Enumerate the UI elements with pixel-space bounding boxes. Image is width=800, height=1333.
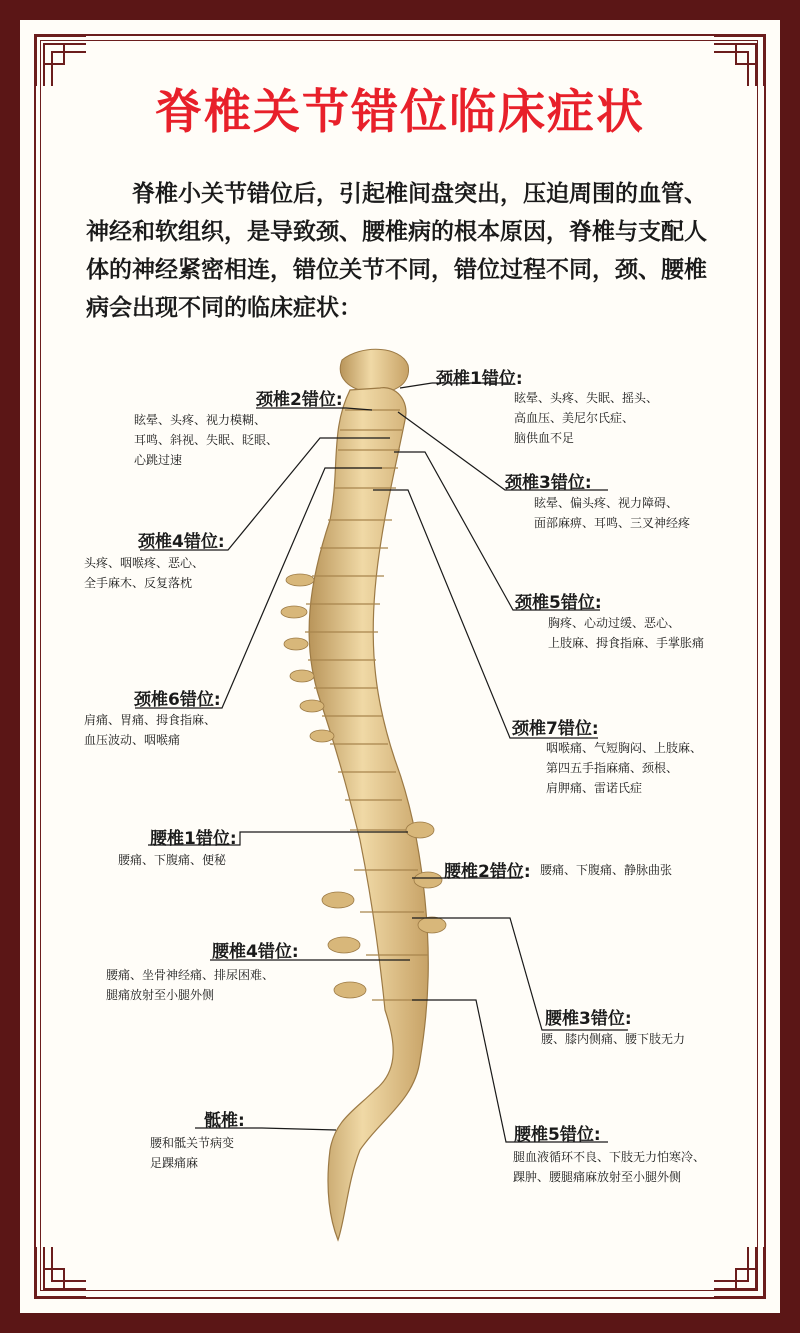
l5-line-2: 踝肿、腰腿痛麻放射至小腿外侧: [513, 1170, 682, 1184]
c2-line-2: 耳鸣、斜视、失眠、眨眼、: [134, 433, 279, 447]
label-l5-desc: [513, 1147, 705, 1187]
l5-line-1: 腿血液循环不良、下肢无力怕寒冷、: [513, 1150, 706, 1164]
label-sacrum-desc: [150, 1133, 234, 1173]
label-c1-desc: [514, 388, 658, 448]
label-l1-title: 腰椎1错位:: [150, 829, 237, 849]
c7-line-3: 肩胛痛、雷诺氏症: [546, 781, 643, 795]
label-c7-desc: [546, 738, 702, 798]
c1-line-3: 脑供血不足: [514, 431, 575, 445]
label-c6-desc: [84, 710, 216, 750]
label-c1-title: 颈椎1错位:: [436, 369, 523, 389]
l4-line-1: 腰痛、坐骨神经痛、排尿困难、: [106, 968, 275, 982]
label-c2-desc: [134, 410, 278, 470]
label-l5-title: 腰椎5错位:: [514, 1125, 601, 1145]
label-sacrum-title: 骶椎:: [204, 1111, 245, 1131]
c3-line-1: 眩晕、偏头疼、视力障碍、: [534, 496, 679, 510]
c2-line-3: 心跳过速: [134, 453, 183, 467]
label-c4-desc: [84, 553, 204, 593]
label-l1-desc: [118, 850, 226, 870]
page-title: 脊椎关节错位临床症状: [155, 85, 645, 140]
label-c2-title: 颈椎2错位:: [256, 390, 343, 410]
label-c5-desc: [548, 613, 704, 653]
label-c4-title: 颈椎4错位:: [138, 532, 225, 552]
c7-line-1: 咽喉痛、气短胸闷、上肢麻、: [546, 741, 703, 755]
c6-line-2: 血压波动、咽喉痛: [84, 733, 181, 747]
label-l2-title: 腰椎2错位:: [444, 862, 531, 882]
label-c7-title: 颈椎7错位:: [512, 719, 599, 739]
c2-line-1: 眩晕、头疼、视力模糊、: [134, 413, 267, 427]
l1-line-1: 腰痛、下腹痛、便秘: [118, 853, 227, 867]
c5-line-2: 上肢麻、拇食指麻、手掌胀痛: [548, 636, 705, 650]
c4-line-2: 全手麻木、反复落枕: [84, 576, 193, 590]
l3-line-1: 腰、膝内侧痛、腰下肢无力: [541, 1032, 686, 1046]
label-l4-title: 腰椎4错位:: [212, 942, 299, 962]
c5-line-1: 胸疼、心动过缓、恶心、: [548, 616, 681, 630]
c1-line-2: 高血压、美尼尔氏症、: [514, 411, 635, 425]
l4-line-2: 腿痛放射至小腿外侧: [106, 988, 215, 1002]
label-c5-title: 颈椎5错位:: [515, 593, 602, 613]
c6-line-1: 肩痛、胃痛、拇食指麻、: [84, 713, 217, 727]
sacrum-line-2: 足踝痛麻: [150, 1156, 199, 1170]
label-c6-title: 颈椎6错位:: [134, 690, 221, 710]
label-l2-desc: 腰痛、下腹痛、静脉曲张: [540, 863, 673, 877]
sacrum-line-1: 腰和骶关节病变: [150, 1136, 235, 1150]
spine-column: [309, 388, 428, 1240]
atlas-bone: [340, 349, 408, 392]
c7-line-2: 第四五手指麻痛、颈根、: [546, 761, 679, 775]
label-c3-title: 颈椎3错位:: [505, 473, 592, 493]
c1-line-1: 眩晕、头疼、失眠、摇头、: [514, 391, 659, 405]
label-l3-title: 腰椎3错位:: [545, 1009, 632, 1029]
label-l4-desc: [106, 965, 274, 1005]
c3-line-2: 面部麻痹、耳鸣、三叉神经疼: [534, 516, 691, 530]
label-l3-desc: [541, 1029, 685, 1049]
intro-paragraph: 脊椎小关节错位后，引起椎间盘突出，压迫周围的血管、神经和软组织，是导致颈、腰椎病的根本原因，脊椎与支配人体的神经紧密相连，错位关节不同，错位过程不同，颈、腰椎病会出现不同的临床症状：: [86, 181, 707, 321]
c4-line-1: 头疼、咽喉疼、恶心、: [84, 556, 205, 570]
label-c3-desc: [534, 493, 690, 533]
